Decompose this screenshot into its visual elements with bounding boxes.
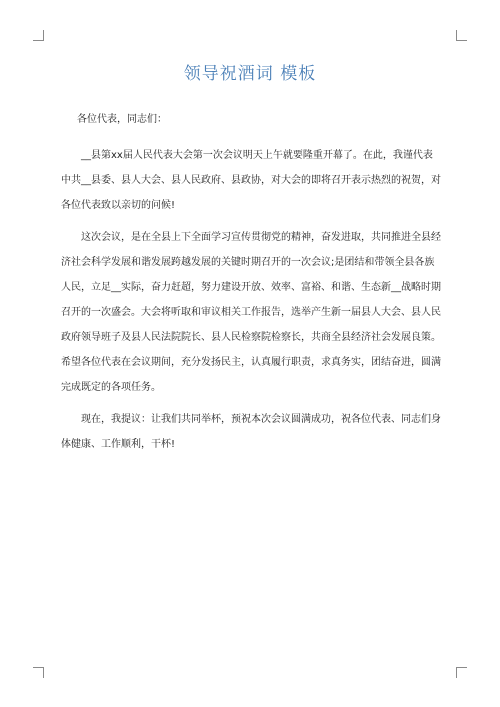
crop-mark-top-right xyxy=(456,30,467,41)
crop-mark-bottom-left xyxy=(33,667,44,678)
paragraph-3: 现在，我提议：让我们共同举杯，预祝本次会议圆满成功，祝各位代表、同志们身体健康、工作顺利，干杯! xyxy=(61,414,441,450)
salutation: 各位代表，同志们： xyxy=(77,114,167,125)
document-body xyxy=(61,107,441,464)
document-title: 领导祝酒词 模板 xyxy=(183,64,317,84)
crop-mark-bottom-right xyxy=(456,667,467,678)
paragraph-2: 这次会议，是在全县上下全面学习宣传贯彻党的精神，奋发进取，共同推进全县经济社会科学发展和谐发展跨越发展的关键时期召开的一次会议;是团结和带领全县各族人民，立足__实际，奋力赶超，努力建设开放、效率、富裕、和谐、生态新__战略时期召开的一次盛会。大会将听取和审议相关工作报告，选举产生新一届县人大会、县人民政府领导班子及县人民法院院长、县人民检察院检察长，共商全县经济社会发展良策。希望各位代表在会议期间，充分发扬民主，认真履行职责，求真务实，团结奋进，圆满完成既定的各项任务。 xyxy=(61,232,441,393)
crop-mark-top-left xyxy=(33,30,44,41)
paragraph-1: __县第xx届人民代表大会第一次会议明天上午就要隆重开幕了。在此，我谨代表中共__县委、县人大会、县人民政府、县政协，对大会的即将召开表示热烈的祝贺，对各位代表致以亲切的问候! xyxy=(61,150,441,211)
